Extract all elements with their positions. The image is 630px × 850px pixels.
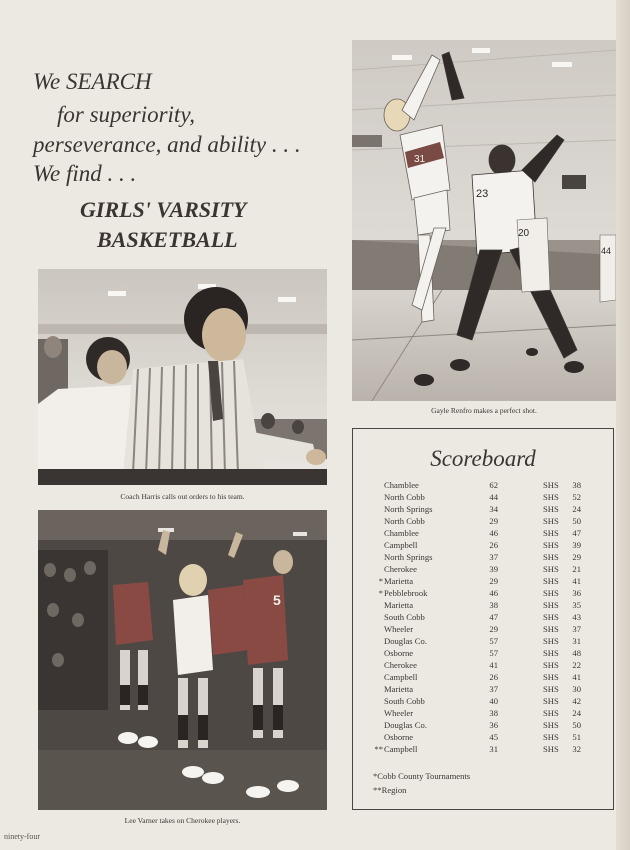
opponent-score: 44 <box>489 492 498 502</box>
scoreboard-row <box>353 719 613 731</box>
caption-coach: Coach Harris calls out orders to his team. <box>120 492 245 501</box>
jersey-number-4: 44 <box>601 246 612 256</box>
opponent-score: 29 <box>489 516 498 526</box>
opponent-name: North Springs <box>384 552 433 562</box>
heading-block <box>0 0 345 260</box>
team-name: SHS <box>543 528 559 538</box>
team-name: SHS <box>543 672 559 682</box>
team-name: SHS <box>543 744 559 754</box>
scoreboard-title: Scoreboard <box>430 446 536 471</box>
scoreboard-row <box>353 695 613 707</box>
opponent-score: 39 <box>489 564 498 574</box>
scoreboard-row <box>353 659 613 671</box>
scoreboard <box>352 428 614 810</box>
opponent-name: Cherokee <box>384 660 417 670</box>
team-score: 29 <box>572 552 581 562</box>
team-score: 47 <box>572 528 581 538</box>
team-score: 38 <box>572 480 581 490</box>
team-score: 31 <box>572 636 581 646</box>
opponent-score: 31 <box>489 744 498 754</box>
opponent-name: Pebblebrook <box>384 588 428 598</box>
team-name: SHS <box>543 588 559 598</box>
team-name: SHS <box>543 480 559 490</box>
team-name: SHS <box>543 564 559 574</box>
opponent-name: Douglas Co. <box>384 720 427 730</box>
opponent-score: 57 <box>489 648 498 658</box>
team-name: SHS <box>543 624 559 634</box>
scoreboard-notes <box>373 769 470 797</box>
team-name: SHS <box>543 492 559 502</box>
opponent-score: 29 <box>489 624 498 634</box>
scoreboard-row <box>353 623 613 635</box>
jersey-number-5: 5 <box>273 592 281 608</box>
team-score: 48 <box>572 648 581 658</box>
scoreboard-row <box>353 731 613 743</box>
opponent-name: Chamblee <box>384 528 419 538</box>
team-score: 41 <box>572 672 581 682</box>
opponent-score: 45 <box>489 732 498 742</box>
scoreboard-row <box>353 587 613 599</box>
team-score: 39 <box>572 540 581 550</box>
team-score: 50 <box>572 516 581 526</box>
opponent-score: 36 <box>489 720 498 730</box>
caption-team: Lee Varner takes on Cherokee players. <box>124 816 241 825</box>
opponent-score: 37 <box>489 684 498 694</box>
opponent-name: Chamblee <box>384 480 419 490</box>
team-name: SHS <box>543 732 559 742</box>
team-name: SHS <box>543 648 559 658</box>
photo-shot <box>352 40 616 401</box>
scoreboard-row <box>353 563 613 575</box>
team-score: 36 <box>572 588 581 598</box>
opponent-score: 26 <box>489 672 498 682</box>
opponent-name: North Springs <box>384 504 433 514</box>
team-name: SHS <box>543 696 559 706</box>
team-score: 37 <box>572 624 581 634</box>
scoreboard-row <box>353 707 613 719</box>
opponent-name: Campbell <box>384 744 418 754</box>
row-marker: * <box>378 576 383 586</box>
heading-line-3: perseverance, and ability . . . <box>33 132 301 157</box>
team-score: 41 <box>572 576 581 586</box>
opponent-score: 38 <box>489 708 498 718</box>
opponent-name: Campbell <box>384 672 418 682</box>
scoreboard-note: **Region <box>373 785 407 795</box>
team-score: 42 <box>572 696 581 706</box>
team-score: 43 <box>572 612 581 622</box>
opponent-name: Marietta <box>384 600 414 610</box>
team-name: SHS <box>543 516 559 526</box>
team-score: 22 <box>572 660 581 670</box>
heading-line-4: We find . . . <box>33 161 137 186</box>
scoreboard-row <box>353 575 613 587</box>
opponent-score: 37 <box>489 552 498 562</box>
caption-shot: Gayle Renfro makes a perfect shot. <box>431 406 537 415</box>
team-name: SHS <box>543 684 559 694</box>
heading-title-2: BASKETBALL <box>97 227 238 252</box>
heading-title-1: GIRLS' VARSITY <box>80 197 247 222</box>
opponent-name: Osborne <box>384 648 414 658</box>
scoreboard-row <box>353 479 613 491</box>
team-name: SHS <box>543 504 559 514</box>
scoreboard-row <box>353 503 613 515</box>
scoreboard-row <box>353 599 613 611</box>
heading-line-2: for superiority, <box>57 102 196 127</box>
team-name: SHS <box>543 660 559 670</box>
opponent-name: Marietta <box>384 684 414 694</box>
scoreboard-note: *Cobb County Tournaments <box>373 771 471 781</box>
opponent-score: 46 <box>489 588 498 598</box>
team-name: SHS <box>543 636 559 646</box>
opponent-score: 47 <box>489 612 498 622</box>
opponent-name: South Cobb <box>384 612 425 622</box>
scoreboard-row <box>353 671 613 683</box>
opponent-name: North Cobb <box>384 492 425 502</box>
row-marker: ** <box>374 744 383 754</box>
team-score: 24 <box>572 504 581 514</box>
team-score: 24 <box>572 708 581 718</box>
team-score: 30 <box>572 684 581 694</box>
photo-coach <box>38 269 327 485</box>
jersey-number-3: 20 <box>518 228 530 239</box>
opponent-name: North Cobb <box>384 516 425 526</box>
opponent-score: 38 <box>489 600 498 610</box>
team-name: SHS <box>543 540 559 550</box>
opponent-score: 29 <box>489 576 498 586</box>
opponent-score: 57 <box>489 636 498 646</box>
team-name: SHS <box>543 612 559 622</box>
opponent-score: 26 <box>489 540 498 550</box>
opponent-score: 62 <box>489 480 498 490</box>
team-name: SHS <box>543 576 559 586</box>
team-score: 51 <box>572 732 581 742</box>
scoreboard-row <box>353 527 613 539</box>
scoreboard-row <box>353 515 613 527</box>
scoreboard-row <box>353 539 613 551</box>
opponent-name: Osborne <box>384 732 414 742</box>
scoreboard-row <box>353 683 613 695</box>
row-marker: * <box>378 588 383 598</box>
opponent-score: 41 <box>489 660 498 670</box>
scoreboard-row <box>353 647 613 659</box>
scoreboard-row <box>353 743 613 755</box>
page-edge <box>616 0 630 850</box>
team-score: 35 <box>572 600 581 610</box>
opponent-name: Campbell <box>384 540 418 550</box>
jersey-number-2: 23 <box>476 188 489 200</box>
opponent-score: 46 <box>489 528 498 538</box>
opponent-name: South Cobb <box>384 696 425 706</box>
opponent-name: Marietta <box>384 576 414 586</box>
heading-line-1: We SEARCH <box>33 69 152 94</box>
opponent-name: Wheeler <box>384 624 414 634</box>
team-score: 32 <box>572 744 581 754</box>
team-score: 50 <box>572 720 581 730</box>
team-name: SHS <box>543 708 559 718</box>
team-score: 21 <box>572 564 581 574</box>
opponent-score: 34 <box>489 504 498 514</box>
photo-team <box>38 510 327 810</box>
jersey-number-1: 31 <box>414 154 426 165</box>
team-name: SHS <box>543 720 559 730</box>
team-name: SHS <box>543 600 559 610</box>
scoreboard-row <box>353 611 613 623</box>
opponent-name: Douglas Co. <box>384 636 427 646</box>
scoreboard-row <box>353 551 613 563</box>
scoreboard-row <box>353 491 613 503</box>
scoreboard-row <box>353 635 613 647</box>
page-number: ninety-four <box>4 832 40 841</box>
opponent-name: Cherokee <box>384 564 417 574</box>
opponent-score: 40 <box>489 696 498 706</box>
opponent-name: Wheeler <box>384 708 414 718</box>
scoreboard-table <box>353 479 613 755</box>
team-name: SHS <box>543 552 559 562</box>
team-score: 52 <box>572 492 581 502</box>
